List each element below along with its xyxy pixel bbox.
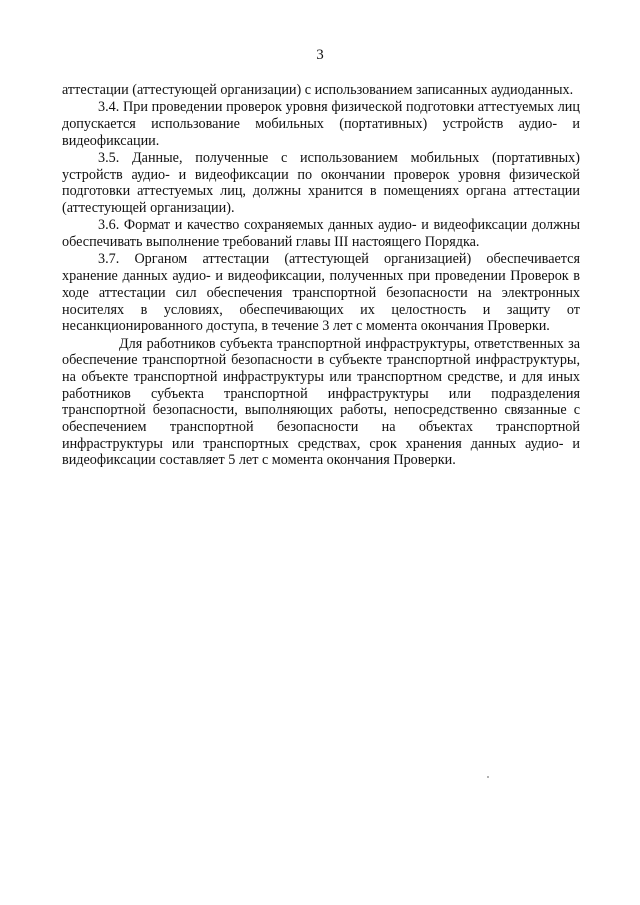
paragraph-retention-5-years: Для работников субъекта транспортной инфраструктуры, ответственных за обеспечение транспортной безопасности в субъекте транспортной инфраструктуры, на объекте транспортной инфраструктуры или транспортном средстве, и для иных работников субъекта транспортной инфраструктуры или подразделения транспортной безопасности, выполняющих работы, непосредственно связанные с обеспечением транспортной безопасности на объектах транспортной инфраструктуры или транспортных средствах, срок хранения данных аудио- и видеофиксации составляет 5 лет с момента окончания Проверки. — [62, 335, 580, 469]
paragraph-continuation: аттестации (аттестующей организации) с использованием записанных аудиоданных. — [62, 82, 574, 98]
scan-speck — [487, 776, 489, 778]
paragraph-3-4: 3.4. При проведении проверок уровня физической подготовки аттестуемых лиц допускается использование мобильных (портативных) устройств аудио- и видеофиксации. — [62, 99, 580, 149]
paragraph-3-5: 3.5. Данные, полученные с использованием мобильных (портативных) устройств аудио- и видеофиксации по окончании проверок уровня физической подготовки аттестуемых лиц, должны хранится в помещениях органа аттестации (аттестующей организации). — [62, 150, 580, 217]
page-number: 3 — [316, 47, 324, 63]
paragraph-3-6: 3.6. Формат и качество сохраняемых данных аудио- и видеофиксации должны обеспечивать выполнение требований главы III настоящего Порядка. — [62, 217, 580, 251]
document-body — [62, 82, 580, 470]
paragraph-3-7: 3.7. Органом аттестации (аттестующей организацией) обеспечивается хранение данных аудио- и видеофиксации, полученных при проведении Проверок в ходе аттестации сил обеспечения транспортной безопасности на электронных носителях в условиях, обеспечивающих их целостность и защиту от несанкционированного доступа, в течение 3 лет с момента окончания Проверки. — [62, 251, 580, 335]
